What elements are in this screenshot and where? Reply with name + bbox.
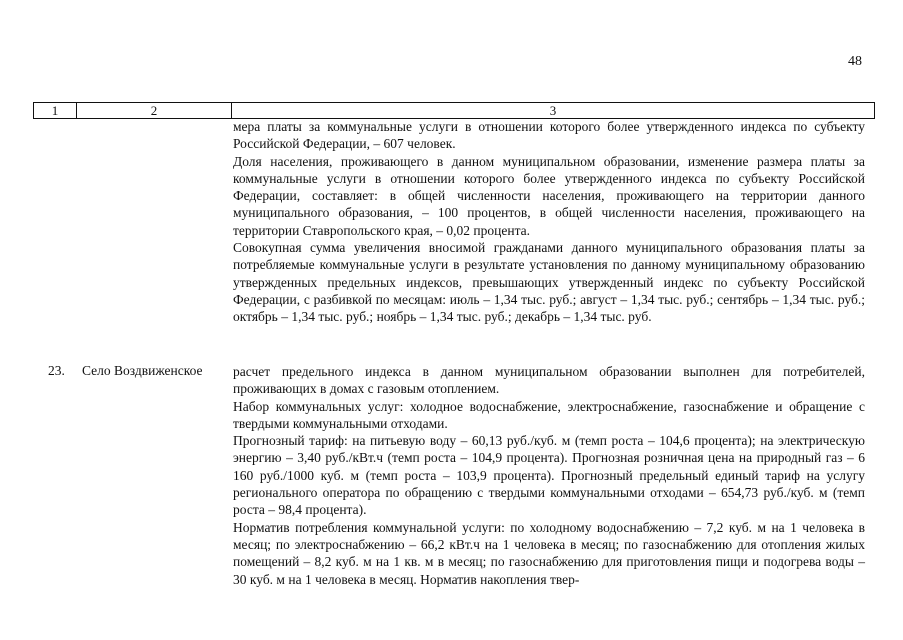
paragraph: Набор коммунальных услуг: холодное водоснабжение, электроснабжение, газоснабжение и обращение с твердыми коммунальными отходами. bbox=[233, 398, 865, 431]
row-number: 23. bbox=[48, 363, 65, 378]
table-header-col-2: 2 bbox=[77, 103, 232, 118]
table-header-col-3: 3 bbox=[549, 103, 557, 118]
paragraph: Норматив потребления коммунальной услуги: по холодному водоснабжению – 7,2 куб. м на 1 человека в месяц; по электроснабжению – 66,2 кВт.ч на 1 человека в месяц; по газоснабжению для отопления жилых помещений – 8,2 куб. м на 1 кв. м в месяц; по газоснабжению для приготовления пищи и подогрева воды – 30 куб. м на 1 человека в месяц. Норматив накопления твер- bbox=[233, 519, 865, 587]
page-number: 48 bbox=[848, 54, 862, 69]
paragraph: Прогнозный тариф: на питьевую воду – 60,13 руб./куб. м (темп роста – 104,6 процента); на электрическую энергию – 3,40 руб./кВт.ч (темп роста – 104,9 процента). Прогнозная розничная цена на природный газ – 6 160 руб./1000 куб. м (темп роста – 103,9 процента). Прогнозный предельный единый тариф на услугу регионального оператора по обращению с твердыми коммунальными отходами – 654,73 руб./куб. м (темп роста – 98,4 процента). bbox=[233, 433, 865, 518]
paragraph: мера платы за коммунальные услуги в отношении которого более утвержденного индекса по субъекту Российской Федерации, – 607 человек. bbox=[233, 119, 865, 152]
table-header-row bbox=[33, 102, 875, 119]
paragraph: Совокупная сумма увеличения вносимой гражданами данного муниципального образования платы за потребляемые коммунальные услуги в результате установления по данному муниципальному образованию утвержденных предельных индексов, превышающих утвержденный индекс по субъекту Российской Федерации, с разбивкой по месяцам: июль – 1,34 тыс. руб.; август – 1,34 тыс. руб.; сентябрь – 1,34 тыс. руб.; октябрь – 1,34 тыс. руб.; ноябрь – 1,34 тыс. руб.; декабрь – 1,34 тыс. руб. bbox=[233, 240, 865, 325]
row-23-description bbox=[233, 363, 865, 588]
table-header-col-1: 1 bbox=[34, 103, 77, 118]
municipality-name: Село Воздвиженское bbox=[82, 363, 203, 378]
continuation-block bbox=[233, 118, 865, 326]
paragraph: Доля населения, проживающего в данном муниципальном образовании, изменение размера платы за коммунальные услуги в отношении которого более утвержденного индекса по субъекту Российской Федерации, составляет: в общей численности населения, проживающего на территории данного муниципального образования, – 100 процентов, в общей численности населения, проживающего на территории Ставропольского края, – 0,02 процента. bbox=[233, 153, 865, 238]
paragraph: расчет предельного индекса в данном муниципальном образовании выполнен для потребителей, проживающих в домах с газовым отоплением. bbox=[233, 364, 865, 397]
